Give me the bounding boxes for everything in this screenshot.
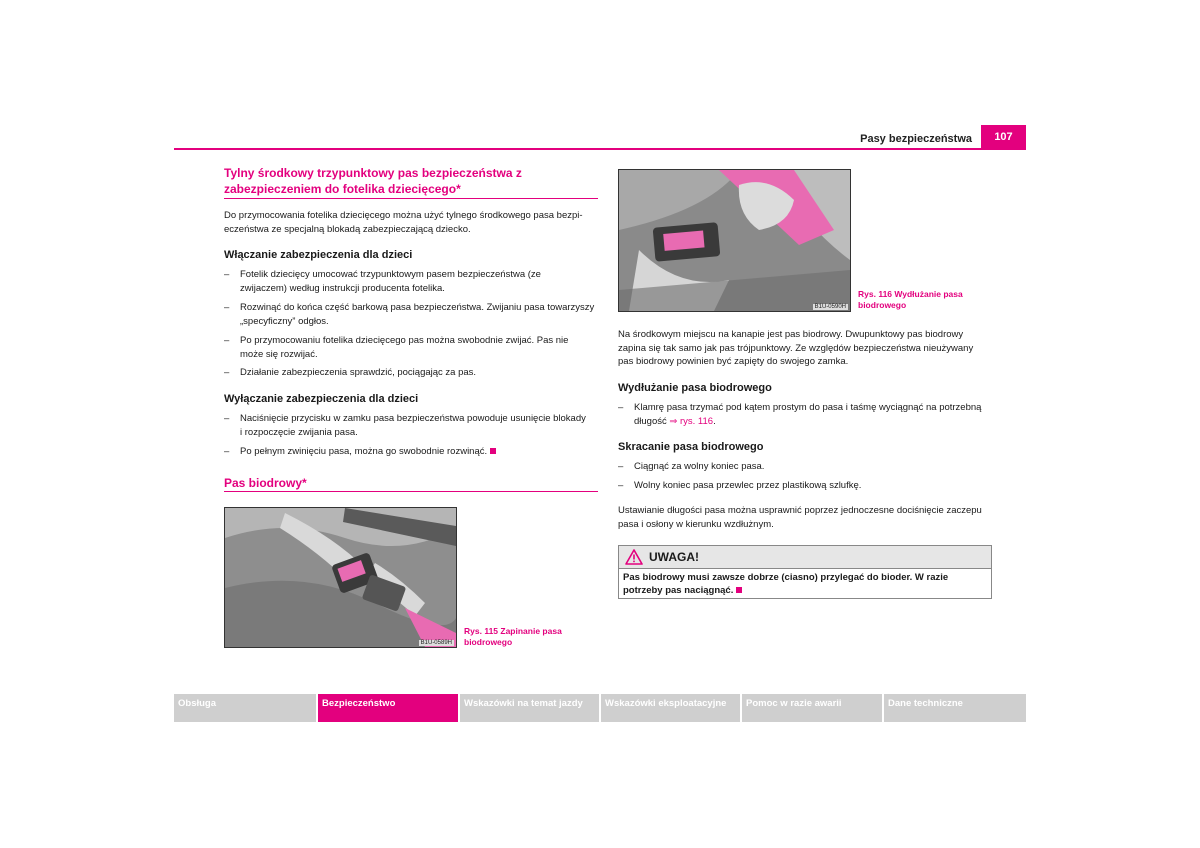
tab-pomoc-awarii[interactable]: Pomoc w razie awarii bbox=[742, 694, 882, 722]
list-item: – Po pełnym zwinięciu pasa, można go swobodnie rozwinąć. bbox=[224, 445, 620, 459]
list-item: – Działanie zabezpieczenia sprawdzić, pociągając za pas. bbox=[224, 366, 620, 380]
lap-belt-paragraph bbox=[618, 328, 998, 369]
tab-dane-techniczne[interactable]: Dane techniczne bbox=[884, 694, 1026, 722]
text-line: Do przymocowania fotelika dziecięcego można użyć tylnego środkowego pasa bezpi- bbox=[224, 210, 583, 221]
list-item: – Wolny koniec pasa przewlec przez plastikową szlufkę. bbox=[618, 479, 1014, 493]
text-line: Działanie zabezpieczenia sprawdzić, pociągając za pas. bbox=[240, 367, 477, 378]
subheading-enable-lock: Włączanie zabezpieczenia dla dzieci bbox=[224, 249, 413, 261]
subheading-extend-belt: Wydłużanie pasa biodrowego bbox=[618, 382, 772, 394]
list-item: – Ciągnąć za wolny koniec pasa. bbox=[618, 460, 1014, 474]
caption-line: Rys. 115 Zapinanie pasa bbox=[464, 626, 562, 636]
text-line: Fotelik dziecięcy umocować trzypunktowym pasem bezpieczeństwa (ze bbox=[240, 269, 541, 280]
text-line: Rozwinąć do końca część barkową pasa bezpieczeństwa. Zwijaniu pasa towarzyszy bbox=[240, 302, 595, 313]
subheading-shorten-belt: Skracanie pasa biodrowego bbox=[618, 441, 764, 453]
lap-belt-extension-illustration bbox=[619, 170, 850, 311]
list-item: – Po przymocowaniu fotelika dziecięcego pas można swobodnie zwijać. Pas nie może się rozwijać. bbox=[224, 334, 620, 361]
section-divider bbox=[224, 491, 598, 492]
section-title-child-lock bbox=[224, 165, 604, 197]
figure-code: B1U-0589H bbox=[420, 640, 452, 646]
page-number: 107 bbox=[981, 125, 1026, 149]
warning-title: UWAGA! bbox=[649, 550, 699, 564]
list-item: – Rozwinąć do końca część barkową pasa bezpieczeństwa. Zwijaniu pasa towarzyszy „specyficzny” odgłos. bbox=[224, 301, 620, 328]
text-line: zwijaczem) według instrukcji producenta fotelika. bbox=[240, 282, 445, 294]
header-divider bbox=[174, 148, 1026, 150]
text-line: zapina się tak samo jak pas trójpunktowy. Ze względów bezpieczeństwa nieużywany bbox=[618, 342, 974, 354]
tab-bezpieczenstwo[interactable]: Bezpieczeństwo bbox=[318, 694, 458, 722]
figure-116-caption bbox=[858, 289, 988, 311]
text-line: Po przymocowaniu fotelika dziecięcego pas można swobodnie zwijać. Pas nie bbox=[240, 335, 569, 346]
end-of-section-icon bbox=[490, 448, 496, 454]
tab-wskazowki-eksploatacyjne[interactable]: Wskazówki eksploatacyjne bbox=[601, 694, 740, 722]
warning-text bbox=[623, 571, 987, 597]
text-line: i rozpoczęcie zwijania pasa. bbox=[240, 426, 358, 438]
figure-115-caption bbox=[464, 626, 594, 648]
text-line: pas biodrowy powinien być zapięty do swojego zamka. bbox=[618, 356, 849, 367]
caption-line: biodrowego bbox=[858, 300, 907, 310]
text-line: może się rozwijać. bbox=[240, 348, 318, 360]
text-line bbox=[623, 584, 987, 597]
intro-paragraph bbox=[224, 209, 604, 236]
figure-116-image bbox=[618, 169, 851, 312]
text-run: potrzeby pas naciągnąć. bbox=[623, 585, 734, 596]
text-run: . bbox=[713, 415, 716, 427]
text-line: Naciśnięcie przycisku w zamku pasa bezpieczeństwa powoduje usunięcie blokady bbox=[240, 413, 586, 424]
tab-obsluga[interactable]: Obsługa bbox=[174, 694, 316, 722]
end-of-section-icon bbox=[736, 587, 742, 593]
warning-header bbox=[619, 546, 991, 569]
adjustment-paragraph bbox=[618, 504, 998, 531]
lap-belt-buckle-illustration bbox=[225, 508, 456, 647]
text-line: Pas biodrowy musi zawsze dobrze (ciasno) przylegać do bioder. W razie bbox=[623, 572, 949, 583]
caption-line: Rys. 116 Wydłużanie pasa bbox=[858, 289, 963, 299]
text-run: Po pełnym zwinięciu pasa, można go swobodnie rozwinąć. bbox=[240, 446, 488, 457]
caption-line: biodrowego bbox=[464, 637, 513, 647]
section-title-line: zabezpieczeniem do fotelika dziecięcego* bbox=[224, 182, 461, 196]
section-title-line: Tylny środkowy trzypunktowy pas bezpieczeństwa z bbox=[224, 166, 522, 180]
figure-115-image bbox=[224, 507, 457, 648]
text-line: Na środkowym miejscu na kanapie jest pas biodrowy. Dwupunktowy pas biodrowy bbox=[618, 329, 964, 340]
running-header-title: Pasy bezpieczeństwa bbox=[860, 133, 972, 145]
text-line: „specyficzny” odgłos. bbox=[240, 315, 329, 327]
text-line bbox=[634, 415, 1014, 429]
text-run: długość bbox=[634, 415, 670, 427]
list-item: – Naciśnięcie przycisku w zamku pasa bezpieczeństwa powoduje usunięcie blokady i rozpoczęcie zwijania pasa. bbox=[224, 412, 620, 439]
section-title-lap-belt: Pas biodrowy* bbox=[224, 476, 307, 490]
warning-box bbox=[618, 545, 992, 599]
figure-reference-link[interactable]: ⇒ rys. 116 bbox=[669, 415, 714, 427]
list-item: – Klamrę pasa trzymać pod kątem prostym do pasa i taśmę wyciągnąć na potrzebną długość ⇒ rys. 116. bbox=[618, 401, 1014, 428]
warning-triangle-icon bbox=[625, 549, 643, 565]
text-line: Wolny koniec pasa przewlec przez plastikową szlufkę. bbox=[634, 480, 862, 491]
subheading-disable-lock: Wyłączanie zabezpieczenia dla dzieci bbox=[224, 393, 419, 405]
text-line bbox=[240, 445, 620, 459]
figure-code: B1U-0590H bbox=[814, 304, 846, 310]
list-item: – Fotelik dziecięcy umocować trzypunktowym pasem bezpieczeństwa (ze zwijaczem) według instrukcji producenta fotelika. bbox=[224, 268, 620, 295]
text-line: Ustawianie długości pasa można usprawnić poprzez jednoczesne dociśnięcie zaczepu bbox=[618, 505, 982, 516]
text-line: Klamrę pasa trzymać pod kątem prostym do pasa i taśmę wyciągnąć na potrzebną bbox=[634, 402, 982, 413]
text-line: Ciągnąć za wolny koniec pasa. bbox=[634, 461, 765, 472]
text-line: pasa i osłony w kierunku wzdłużnym. bbox=[618, 518, 774, 530]
tab-wskazowki-jazda[interactable]: Wskazówki na temat jazdy bbox=[460, 694, 599, 722]
section-divider bbox=[224, 198, 598, 199]
text-line: eczeństwa ze specjalną blokadą zabezpieczającą dziecko. bbox=[224, 223, 471, 235]
